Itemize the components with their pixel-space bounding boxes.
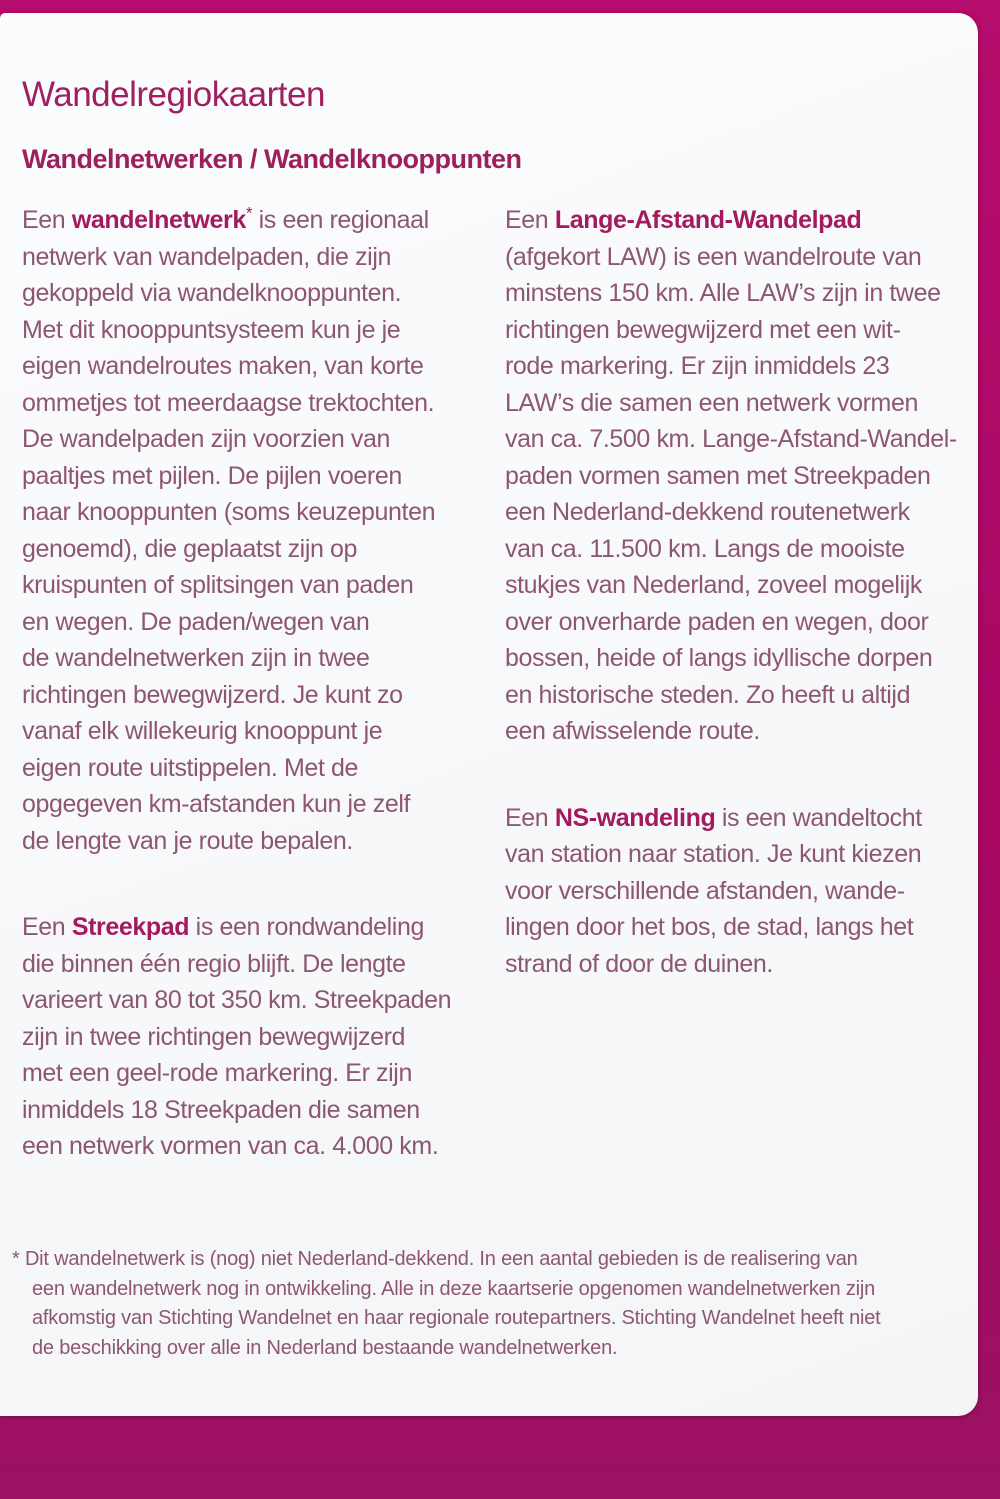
brochure-page — [0, 13, 978, 1416]
text-column-left — [22, 202, 487, 1165]
section-subtitle: Wandelnetwerken / Wandelknooppunten — [22, 144, 522, 174]
paragraph: Een Streekpad is een rondwandeling die binnen één regio blijft. De lengte varieert van 80 tot 350 km. Streekpaden zijn in twee richtingen bewegwijzerd met een geel-rode markering. Er zijn inmiddels 18 Streekpaden die samen een netwerk vormen van ca. 4.000 km. — [22, 913, 452, 1160]
footnote: * Dit wandelnetwerk is (nog) niet Nederland-dekkend. In een aantal gebieden is de realisering van een wandelnetwerk nog in ontwikkeling. Alle in deze kaartserie opgenomen wandelnetwerken zijn afkomstig van Stichting Wandelnet en haar regionale routepartners. Stichting Wandelnet heeft niet de beschikking over alle in Nederland bestaande wandelnetwerken. — [12, 1248, 881, 1359]
paragraph: Een wandelnetwerk* is een regionaal netwerk van wandelpaden, die zijn gekoppeld via wandelknooppunten. Met dit knooppuntsysteem kun je je eigen wandelroutes maken, van korte ommetjes tot meerdaagse trektochten. De wandelpaden zijn voorzien van paaltjes met pijlen. De pijlen voeren naar knooppunten (soms keuzepunten genoemd), die geplaatst zijn op kruispunten of splitsingen van paden en wegen. De paden/wegen van de wandelnetwerken zijn in twee richtingen bewegwijzerd. Je kunt zo vanaf elk willekeurig knooppunt je eigen route uitstippelen. Met de opgegeven km-afstanden kun je zelf de lengte van je route bepalen. — [22, 203, 436, 855]
paragraph: Een Lange-Afstand-Wandelpad (afgekort LAW) is een wandelroute van minstens 150 km. Alle LAW’s zijn in twee richtingen bewegwijzerd met een wit- rode markering. Er zijn inmiddels 23 LAW’s die samen een netwerk vormen van ca. 7.500 km. Lange-Afstand-Wandel- paden vormen samen met Streekpaden een Nederland-dekkend routenetwerk van ca. 11.500 km. Langs de mooiste stukjes van Nederland, zoveel mogelijk over onverharde paden en wegen, door bossen, heide of langs idyllische dorpen en historische steden. Zo heeft u altijd een afwisselende route. — [505, 206, 957, 745]
footnote-asterisk: * — [245, 203, 253, 223]
page-title: Wandelregiokaarten — [22, 75, 325, 114]
paragraph: Een NS-wandeling is een wandeltocht van station naar station. Je kunt kiezen voor verschillende afstanden, wande- lingen door het bos, de stad, langs het strand of door de duinen. — [505, 803, 922, 978]
text-column-right — [505, 202, 970, 982]
